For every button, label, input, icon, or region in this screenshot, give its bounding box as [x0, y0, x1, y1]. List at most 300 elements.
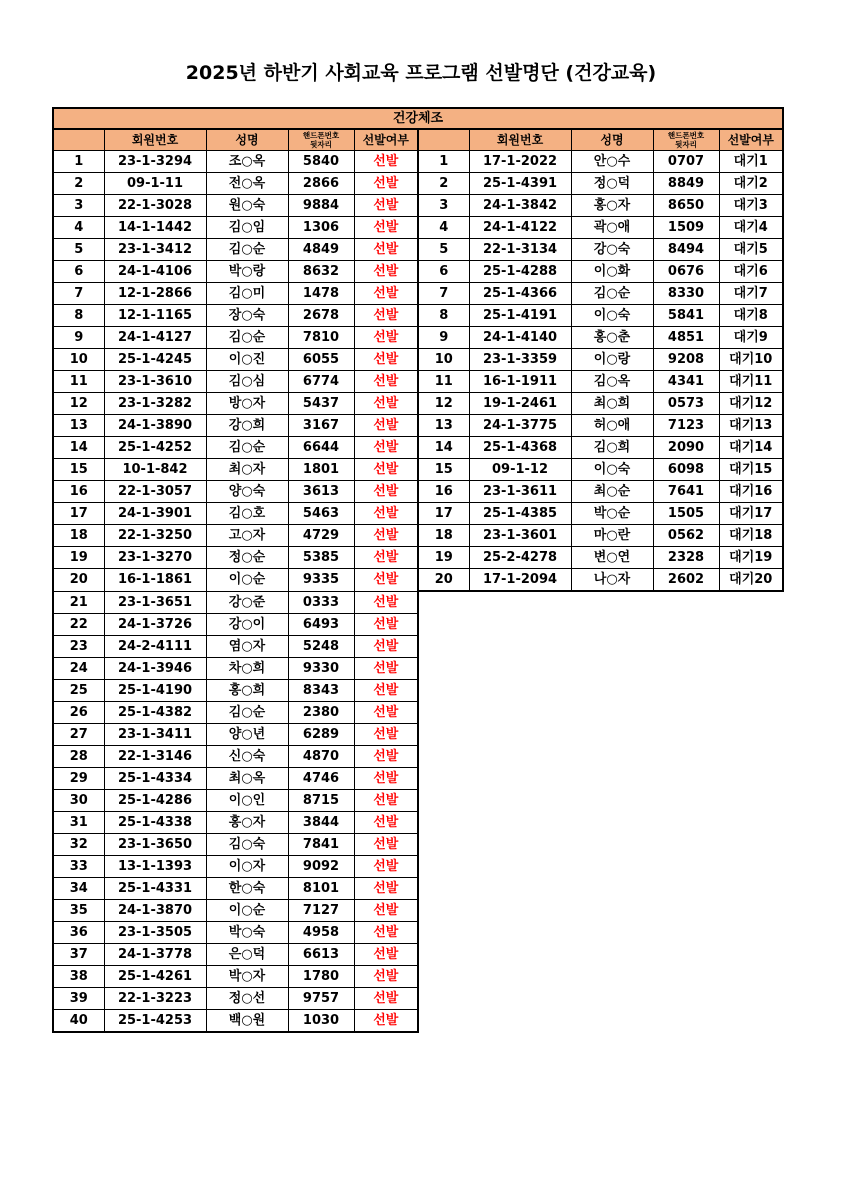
- selected-no-cell: 33: [53, 855, 104, 877]
- selected-status-cell: 선발: [354, 525, 418, 547]
- waitlist-id-cell: 25-1-4391: [469, 173, 571, 195]
- selected-phone-cell: 9757: [288, 987, 354, 1009]
- selected-no-cell: 32: [53, 833, 104, 855]
- selected-phone-cell: 8343: [288, 679, 354, 701]
- waitlist-phone-cell: 5841: [653, 305, 719, 327]
- waitlist-id-cell: 24-1-3842: [469, 195, 571, 217]
- selected-id-cell: 25-1-4334: [104, 767, 206, 789]
- waitlist-id-cell: 25-1-4288: [469, 261, 571, 283]
- selected-id-cell: 25-1-4331: [104, 877, 206, 899]
- col-phone-header-wait: 핸드폰번호 뒷자리: [653, 129, 719, 151]
- selected-status-cell: 선발: [354, 437, 418, 459]
- waitlist-phone-cell: 8494: [653, 239, 719, 261]
- selected-id-cell: 22-1-3146: [104, 745, 206, 767]
- waitlist-status-cell: 대기10: [719, 349, 783, 371]
- table-row: [53, 569, 783, 592]
- selected-no-cell: 3: [53, 195, 104, 217]
- selected-phone-cell: 6055: [288, 349, 354, 371]
- waitlist-phone-cell: 2090: [653, 437, 719, 459]
- waitlist-no-cell: 18: [418, 525, 469, 547]
- selected-phone-cell: 3167: [288, 415, 354, 437]
- table-row: [53, 503, 783, 525]
- selected-name-cell: 박○숙: [206, 921, 288, 943]
- selected-name-cell: 김○순: [206, 701, 288, 723]
- selected-no-cell: 10: [53, 349, 104, 371]
- empty-area: [418, 679, 783, 701]
- empty-area: [418, 855, 783, 877]
- waitlist-name-cell: 최○순: [571, 481, 653, 503]
- selected-no-cell: 25: [53, 679, 104, 701]
- waitlist-phone-cell: 4851: [653, 327, 719, 349]
- selected-status-cell: 선발: [354, 261, 418, 283]
- waitlist-no-cell: 5: [418, 239, 469, 261]
- waitlist-status-cell: 대기5: [719, 239, 783, 261]
- selected-name-cell: 장○숙: [206, 305, 288, 327]
- selected-status-cell: 선발: [354, 789, 418, 811]
- waitlist-status-cell: 대기1: [719, 151, 783, 173]
- selected-id-cell: 22-1-3057: [104, 481, 206, 503]
- selected-id-cell: 25-1-4190: [104, 679, 206, 701]
- waitlist-status-cell: 대기17: [719, 503, 783, 525]
- empty-area: [418, 965, 783, 987]
- selected-name-cell: 전○옥: [206, 173, 288, 195]
- table-row: [53, 481, 783, 503]
- waitlist-no-cell: 6: [418, 261, 469, 283]
- empty-area: [418, 987, 783, 1009]
- selected-id-cell: 25-1-4338: [104, 811, 206, 833]
- waitlist-name-cell: 홍○자: [571, 195, 653, 217]
- selected-name-cell: 김○미: [206, 283, 288, 305]
- selected-no-cell: 31: [53, 811, 104, 833]
- selected-phone-cell: 9335: [288, 569, 354, 592]
- selected-phone-cell: 5385: [288, 547, 354, 569]
- col-number-header-wait: [418, 129, 469, 151]
- selected-status-cell: 선발: [354, 921, 418, 943]
- selected-name-cell: 강○준: [206, 591, 288, 613]
- selected-id-cell: 13-1-1393: [104, 855, 206, 877]
- selected-no-cell: 24: [53, 657, 104, 679]
- selected-phone-cell: 6493: [288, 613, 354, 635]
- selected-status-cell: 선발: [354, 965, 418, 987]
- waitlist-name-cell: 홍○춘: [571, 327, 653, 349]
- waitlist-status-cell: 대기16: [719, 481, 783, 503]
- selected-name-cell: 신○숙: [206, 745, 288, 767]
- waitlist-phone-cell: 0707: [653, 151, 719, 173]
- table-row: [53, 789, 783, 811]
- table-row: [53, 437, 783, 459]
- selected-id-cell: 23-1-3651: [104, 591, 206, 613]
- selected-name-cell: 김○순: [206, 327, 288, 349]
- selected-no-cell: 23: [53, 635, 104, 657]
- empty-area: [418, 701, 783, 723]
- selected-status-cell: 선발: [354, 283, 418, 305]
- empty-area: [418, 943, 783, 965]
- table-row: [53, 151, 783, 173]
- waitlist-status-cell: 대기18: [719, 525, 783, 547]
- selected-phone-cell: 9884: [288, 195, 354, 217]
- waitlist-status-cell: 대기9: [719, 327, 783, 349]
- selected-phone-cell: 3844: [288, 811, 354, 833]
- waitlist-no-cell: 8: [418, 305, 469, 327]
- selected-status-cell: 선발: [354, 349, 418, 371]
- table-row: [53, 723, 783, 745]
- selected-phone-cell: 6289: [288, 723, 354, 745]
- waitlist-no-cell: 15: [418, 459, 469, 481]
- selected-status-cell: 선발: [354, 943, 418, 965]
- waitlist-no-cell: 12: [418, 393, 469, 415]
- table-row: [53, 635, 783, 657]
- empty-area: [418, 657, 783, 679]
- selected-no-cell: 21: [53, 591, 104, 613]
- selected-phone-cell: 8715: [288, 789, 354, 811]
- selected-no-cell: 19: [53, 547, 104, 569]
- selected-no-cell: 38: [53, 965, 104, 987]
- selected-status-cell: 선발: [354, 305, 418, 327]
- waitlist-id-cell: 25-1-4366: [469, 283, 571, 305]
- waitlist-id-cell: 25-1-4191: [469, 305, 571, 327]
- waitlist-phone-cell: 0573: [653, 393, 719, 415]
- selected-name-cell: 이○진: [206, 349, 288, 371]
- selected-no-cell: 39: [53, 987, 104, 1009]
- table-row: [53, 371, 783, 393]
- selected-id-cell: 12-1-1165: [104, 305, 206, 327]
- selected-status-cell: 선발: [354, 899, 418, 921]
- waitlist-no-cell: 10: [418, 349, 469, 371]
- selection-table: [52, 107, 784, 1033]
- empty-area: [418, 833, 783, 855]
- selected-no-cell: 29: [53, 767, 104, 789]
- selected-status-cell: 선발: [354, 459, 418, 481]
- selected-phone-cell: 6644: [288, 437, 354, 459]
- waitlist-id-cell: 23-1-3611: [469, 481, 571, 503]
- selected-id-cell: 09-1-11: [104, 173, 206, 195]
- waitlist-no-cell: 3: [418, 195, 469, 217]
- waitlist-name-cell: 김○순: [571, 283, 653, 305]
- selected-no-cell: 20: [53, 569, 104, 592]
- selected-id-cell: 25-1-4382: [104, 701, 206, 723]
- table-row: [53, 767, 783, 789]
- selected-phone-cell: 1478: [288, 283, 354, 305]
- waitlist-id-cell: 17-1-2094: [469, 569, 571, 592]
- table-row: [53, 261, 783, 283]
- selected-no-cell: 18: [53, 525, 104, 547]
- selected-id-cell: 22-1-3250: [104, 525, 206, 547]
- col-name-header: 성명: [206, 129, 288, 151]
- selected-name-cell: 김○호: [206, 503, 288, 525]
- empty-area: [418, 921, 783, 943]
- waitlist-phone-cell: 2602: [653, 569, 719, 592]
- selected-name-cell: 김○순: [206, 437, 288, 459]
- table-row: [53, 657, 783, 679]
- waitlist-phone-cell: 1509: [653, 217, 719, 239]
- selected-status-cell: 선발: [354, 327, 418, 349]
- selected-status-cell: 선발: [354, 767, 418, 789]
- selected-no-cell: 16: [53, 481, 104, 503]
- selected-status-cell: 선발: [354, 151, 418, 173]
- waitlist-id-cell: 24-1-4140: [469, 327, 571, 349]
- table-row: [53, 173, 783, 195]
- waitlist-name-cell: 나○자: [571, 569, 653, 592]
- waitlist-id-cell: 17-1-2022: [469, 151, 571, 173]
- selected-status-cell: 선발: [354, 635, 418, 657]
- selected-id-cell: 24-2-4111: [104, 635, 206, 657]
- table-row: [53, 415, 783, 437]
- waitlist-name-cell: 마○란: [571, 525, 653, 547]
- selected-no-cell: 5: [53, 239, 104, 261]
- selected-id-cell: 25-1-4253: [104, 1009, 206, 1032]
- waitlist-name-cell: 곽○애: [571, 217, 653, 239]
- waitlist-id-cell: 16-1-1911: [469, 371, 571, 393]
- waitlist-phone-cell: 0562: [653, 525, 719, 547]
- col-status-header-wait: 선발여부: [719, 129, 783, 151]
- selected-name-cell: 조○옥: [206, 151, 288, 173]
- selected-no-cell: 37: [53, 943, 104, 965]
- selected-phone-cell: 2678: [288, 305, 354, 327]
- selected-phone-cell: 2866: [288, 173, 354, 195]
- waitlist-name-cell: 박○순: [571, 503, 653, 525]
- selected-id-cell: 23-1-3650: [104, 833, 206, 855]
- selected-name-cell: 이○인: [206, 789, 288, 811]
- table-row: [53, 833, 783, 855]
- waitlist-phone-cell: 9208: [653, 349, 719, 371]
- selected-no-cell: 30: [53, 789, 104, 811]
- selected-status-cell: 선발: [354, 503, 418, 525]
- selected-no-cell: 15: [53, 459, 104, 481]
- waitlist-status-cell: 대기20: [719, 569, 783, 592]
- selected-no-cell: 4: [53, 217, 104, 239]
- selected-status-cell: 선발: [354, 591, 418, 613]
- waitlist-id-cell: 09-1-12: [469, 459, 571, 481]
- table-row: [53, 701, 783, 723]
- waitlist-phone-cell: 1505: [653, 503, 719, 525]
- selected-id-cell: 23-1-3270: [104, 547, 206, 569]
- waitlist-no-cell: 14: [418, 437, 469, 459]
- selected-id-cell: 23-1-3412: [104, 239, 206, 261]
- selected-status-cell: 선발: [354, 371, 418, 393]
- waitlist-name-cell: 김○희: [571, 437, 653, 459]
- selected-phone-cell: 7127: [288, 899, 354, 921]
- selected-id-cell: 22-1-3223: [104, 987, 206, 1009]
- selected-status-cell: 선발: [354, 833, 418, 855]
- selected-no-cell: 2: [53, 173, 104, 195]
- selected-phone-cell: 4958: [288, 921, 354, 943]
- selected-name-cell: 이○자: [206, 855, 288, 877]
- waitlist-name-cell: 허○애: [571, 415, 653, 437]
- waitlist-no-cell: 1: [418, 151, 469, 173]
- selected-phone-cell: 5840: [288, 151, 354, 173]
- table-row: [53, 1009, 783, 1032]
- selected-name-cell: 정○순: [206, 547, 288, 569]
- table-row: [53, 877, 783, 899]
- selected-no-cell: 13: [53, 415, 104, 437]
- waitlist-no-cell: 9: [418, 327, 469, 349]
- selected-status-cell: 선발: [354, 393, 418, 415]
- selected-phone-cell: 5437: [288, 393, 354, 415]
- selected-status-cell: 선발: [354, 657, 418, 679]
- waitlist-no-cell: 19: [418, 547, 469, 569]
- selected-id-cell: 24-1-3890: [104, 415, 206, 437]
- table-row: [53, 613, 783, 635]
- selected-phone-cell: 9092: [288, 855, 354, 877]
- selected-status-cell: 선발: [354, 987, 418, 1009]
- table-row: [53, 899, 783, 921]
- waitlist-no-cell: 17: [418, 503, 469, 525]
- selected-no-cell: 22: [53, 613, 104, 635]
- selected-no-cell: 8: [53, 305, 104, 327]
- waitlist-status-cell: 대기19: [719, 547, 783, 569]
- selected-phone-cell: 7810: [288, 327, 354, 349]
- waitlist-no-cell: 4: [418, 217, 469, 239]
- selected-name-cell: 박○랑: [206, 261, 288, 283]
- waitlist-phone-cell: 8650: [653, 195, 719, 217]
- selected-status-cell: 선발: [354, 569, 418, 592]
- selected-status-cell: 선발: [354, 811, 418, 833]
- selected-name-cell: 고○자: [206, 525, 288, 547]
- empty-area: [418, 877, 783, 899]
- selected-id-cell: 25-1-4245: [104, 349, 206, 371]
- selected-id-cell: 23-1-3505: [104, 921, 206, 943]
- selected-phone-cell: 1306: [288, 217, 354, 239]
- selected-name-cell: 김○순: [206, 239, 288, 261]
- selected-status-cell: 선발: [354, 877, 418, 899]
- selected-no-cell: 28: [53, 745, 104, 767]
- selected-id-cell: 23-1-3411: [104, 723, 206, 745]
- waitlist-id-cell: 19-1-2461: [469, 393, 571, 415]
- selected-name-cell: 한○숙: [206, 877, 288, 899]
- selected-name-cell: 강○희: [206, 415, 288, 437]
- table-row: [53, 811, 783, 833]
- waitlist-name-cell: 이○숙: [571, 459, 653, 481]
- selected-id-cell: 23-1-3282: [104, 393, 206, 415]
- selected-status-cell: 선발: [354, 217, 418, 239]
- selected-id-cell: 24-1-3778: [104, 943, 206, 965]
- waitlist-status-cell: 대기14: [719, 437, 783, 459]
- waitlist-id-cell: 25-2-4278: [469, 547, 571, 569]
- selected-id-cell: 22-1-3028: [104, 195, 206, 217]
- selected-status-cell: 선발: [354, 547, 418, 569]
- selected-id-cell: 24-1-3870: [104, 899, 206, 921]
- waitlist-no-cell: 11: [418, 371, 469, 393]
- waitlist-no-cell: 13: [418, 415, 469, 437]
- selected-phone-cell: 4849: [288, 239, 354, 261]
- selected-name-cell: 염○자: [206, 635, 288, 657]
- selected-id-cell: 10-1-842: [104, 459, 206, 481]
- selected-id-cell: 24-1-4106: [104, 261, 206, 283]
- selected-name-cell: 홍○자: [206, 811, 288, 833]
- selected-id-cell: 24-1-4127: [104, 327, 206, 349]
- selected-no-cell: 35: [53, 899, 104, 921]
- selected-status-cell: 선발: [354, 481, 418, 503]
- table-row: [53, 327, 783, 349]
- selected-status-cell: 선발: [354, 415, 418, 437]
- selected-name-cell: 홍○희: [206, 679, 288, 701]
- selected-phone-cell: 4870: [288, 745, 354, 767]
- empty-area: [418, 811, 783, 833]
- waitlist-no-cell: 20: [418, 569, 469, 592]
- selected-status-cell: 선발: [354, 173, 418, 195]
- table-row: [53, 591, 783, 613]
- empty-area: [418, 1009, 783, 1032]
- empty-area: [418, 789, 783, 811]
- selected-name-cell: 이○순: [206, 899, 288, 921]
- table-row: [53, 679, 783, 701]
- table-row: [53, 459, 783, 481]
- program-name: 건강체조: [53, 108, 783, 129]
- waitlist-status-cell: 대기15: [719, 459, 783, 481]
- selected-no-cell: 1: [53, 151, 104, 173]
- selected-status-cell: 선발: [354, 195, 418, 217]
- empty-area: [418, 767, 783, 789]
- table-row: [53, 239, 783, 261]
- selected-status-cell: 선발: [354, 679, 418, 701]
- col-member-no-header: 회원번호: [104, 129, 206, 151]
- table-row: [53, 855, 783, 877]
- selected-name-cell: 강○이: [206, 613, 288, 635]
- col-phone-header: 핸드폰번호 뒷자리: [288, 129, 354, 151]
- table-row: [53, 349, 783, 371]
- selected-phone-cell: 1801: [288, 459, 354, 481]
- selected-id-cell: 23-1-3294: [104, 151, 206, 173]
- waitlist-phone-cell: 6098: [653, 459, 719, 481]
- col-status-header: 선발여부: [354, 129, 418, 151]
- selected-id-cell: 24-1-3726: [104, 613, 206, 635]
- table-row: [53, 217, 783, 239]
- selected-status-cell: 선발: [354, 613, 418, 635]
- waitlist-id-cell: 25-1-4385: [469, 503, 571, 525]
- waitlist-phone-cell: 7641: [653, 481, 719, 503]
- selected-phone-cell: 7841: [288, 833, 354, 855]
- table-row: [53, 547, 783, 569]
- selected-no-cell: 26: [53, 701, 104, 723]
- waitlist-status-cell: 대기12: [719, 393, 783, 415]
- selected-phone-cell: 1780: [288, 965, 354, 987]
- table-row: [53, 943, 783, 965]
- waitlist-no-cell: 7: [418, 283, 469, 305]
- waitlist-status-cell: 대기6: [719, 261, 783, 283]
- waitlist-status-cell: 대기2: [719, 173, 783, 195]
- waitlist-status-cell: 대기3: [719, 195, 783, 217]
- waitlist-status-cell: 대기11: [719, 371, 783, 393]
- selected-name-cell: 원○숙: [206, 195, 288, 217]
- selected-phone-cell: 9330: [288, 657, 354, 679]
- waitlist-phone-cell: 0676: [653, 261, 719, 283]
- waitlist-name-cell: 김○옥: [571, 371, 653, 393]
- waitlist-status-cell: 대기13: [719, 415, 783, 437]
- waitlist-status-cell: 대기7: [719, 283, 783, 305]
- selected-status-cell: 선발: [354, 723, 418, 745]
- selected-phone-cell: 3613: [288, 481, 354, 503]
- waitlist-id-cell: 22-1-3134: [469, 239, 571, 261]
- selected-no-cell: 17: [53, 503, 104, 525]
- empty-area: [418, 745, 783, 767]
- waitlist-phone-cell: 7123: [653, 415, 719, 437]
- waitlist-id-cell: 23-1-3601: [469, 525, 571, 547]
- waitlist-name-cell: 이○랑: [571, 349, 653, 371]
- waitlist-no-cell: 2: [418, 173, 469, 195]
- selected-phone-cell: 6613: [288, 943, 354, 965]
- selected-name-cell: 최○자: [206, 459, 288, 481]
- selected-name-cell: 은○덕: [206, 943, 288, 965]
- waitlist-no-cell: 16: [418, 481, 469, 503]
- selected-phone-cell: 4746: [288, 767, 354, 789]
- selected-no-cell: 27: [53, 723, 104, 745]
- waitlist-phone-cell: 2328: [653, 547, 719, 569]
- waitlist-phone-cell: 8849: [653, 173, 719, 195]
- selected-status-cell: 선발: [354, 701, 418, 723]
- selected-no-cell: 14: [53, 437, 104, 459]
- selected-id-cell: 24-1-3946: [104, 657, 206, 679]
- selected-no-cell: 9: [53, 327, 104, 349]
